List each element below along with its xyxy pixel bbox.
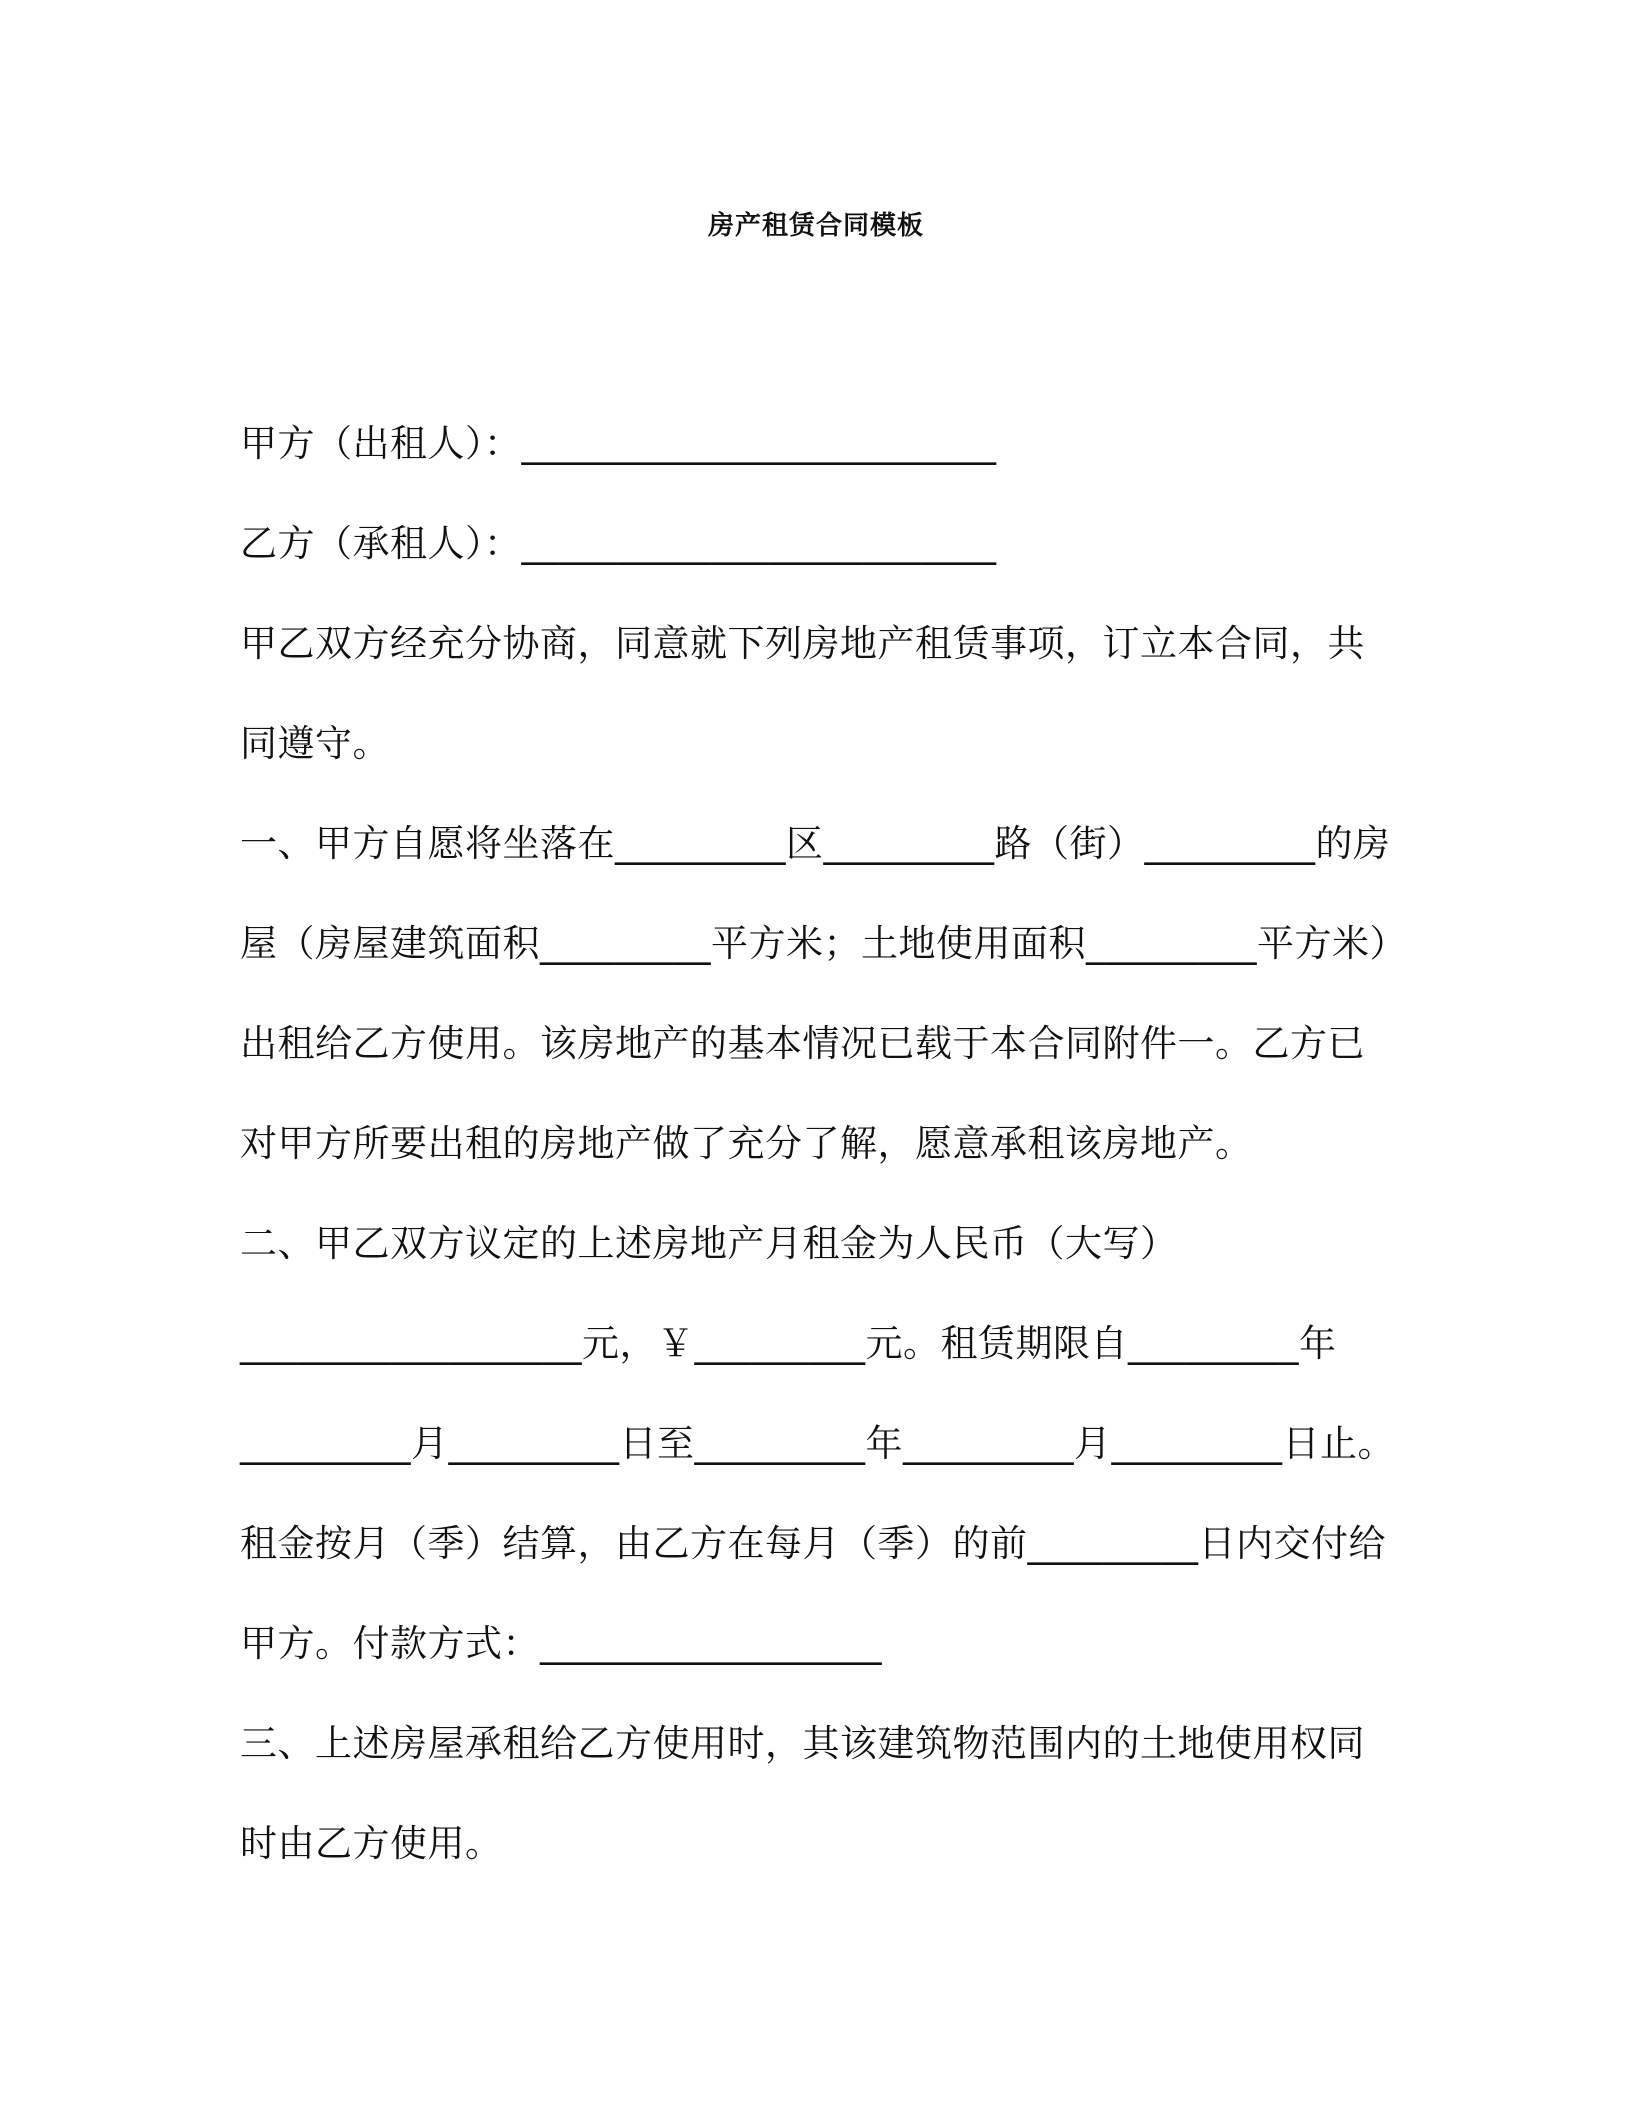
clause-1-line-1: 一、甲方自愿将坐落在_________区_________路（街）_________的房 — [240, 822, 1391, 865]
clause-2-line-5: 甲方。付款方式：__________________ — [240, 1622, 882, 1665]
clause-1-line-3: 出租给乙方使用。该房地产的基本情况已载于本合同附件一。乙方已 — [240, 1022, 1365, 1065]
clause-2-line-2: __________________元，￥_________元。租赁期限自_________年 — [240, 1322, 1337, 1365]
preamble-line-1: 甲乙双方经充分协商，同意就下列房地产租赁事项，订立本合同，共 — [240, 622, 1365, 665]
clause-3-line-1: 三、上述房屋承租给乙方使用时，其该建筑物范围内的土地使用权同 — [240, 1722, 1365, 1765]
clause-2-line-4: 租金按月（季）结算，由乙方在每月（季）的前_________日内交付给 — [240, 1522, 1386, 1565]
preamble-line-2: 同遵守。 — [240, 722, 390, 765]
clause-3-line-2: 时由乙方使用。 — [240, 1822, 503, 1865]
clause-1-line-2: 屋（房屋建筑面积_________平方米；土地使用面积_________平方米） — [240, 922, 1407, 965]
document-title: 房产租赁合同模板 — [707, 211, 924, 241]
party-a-line: 甲方（出租人）：_________________________ — [240, 422, 997, 465]
clause-2-line-3: _________月_________日至_________年_________月_________日止。 — [240, 1422, 1395, 1465]
clause-2-line-1: 二、甲乙双方议定的上述房地产月租金为人民币（大写） — [240, 1222, 1178, 1265]
party-b-line: 乙方（承租人）：_________________________ — [240, 522, 997, 565]
clause-1-line-4: 对甲方所要出租的房地产做了充分了解，愿意承租该房地产。 — [240, 1122, 1253, 1165]
